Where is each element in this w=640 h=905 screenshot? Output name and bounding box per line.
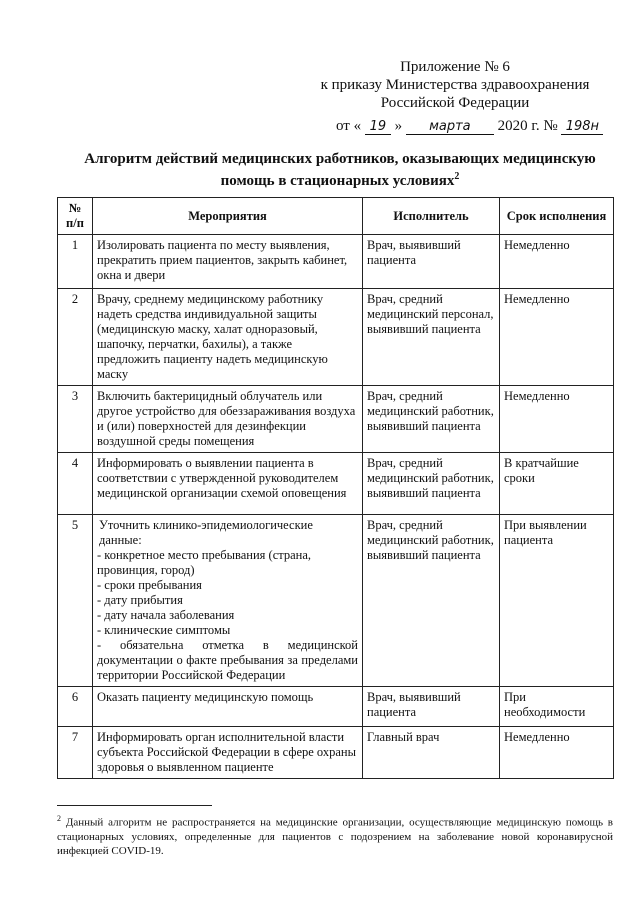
row-action: [93, 515, 363, 687]
row-action: Информировать о выявлении пациента в соответствии с утвержденной руководителем медицинской организации схемой оповещения: [93, 453, 363, 515]
column-header-term: Срок исполнения: [500, 198, 614, 235]
row-term: Немедленно: [500, 235, 614, 289]
order-reference-line1: к приказу Министерства здравоохранения: [320, 77, 590, 93]
row-number: 1: [58, 235, 93, 289]
appendix-header: [300, 58, 610, 112]
table-row: [58, 235, 614, 289]
action-item: - дату прибытия: [97, 593, 183, 607]
row-term: В кратчайшие сроки: [500, 453, 614, 515]
row-executor: Врач, средний медицинский работник, выявивший пациента: [363, 453, 500, 515]
row-executor: Главный врач: [363, 727, 500, 779]
row-number: 3: [58, 386, 93, 453]
algorithm-table: [57, 197, 614, 779]
row-executor: Врач, средний медицинский работник, выявивший пациента: [363, 515, 500, 687]
footnote: [57, 812, 613, 858]
row-action: Информировать орган исполнительной власти субъекта Российской Федерации в сфере охраны здоровья о выявленном пациенте: [93, 727, 363, 779]
footnote-divider: [57, 805, 212, 806]
row-executor: Врач, выявивший пациента: [363, 235, 500, 289]
row-term: При выявлении пациента: [500, 515, 614, 687]
row-executor: Врач, выявивший пациента: [363, 687, 500, 727]
row-term: Немедленно: [500, 727, 614, 779]
order-quote-close: »: [394, 118, 403, 134]
action-intro: Уточнить клинико-эпидемиологические данные:: [99, 518, 313, 547]
document-title-text: Алгоритм действий медицинских работников, оказывающих медицинскую помощь в стационарных условиях: [84, 151, 596, 189]
action-item: - обязательна отметка в медицинской документации о факте пребывания за пределами территории Российской Федерации: [97, 638, 358, 682]
table-row: [58, 727, 614, 779]
order-number: 198н: [561, 119, 603, 135]
row-action: Врачу, среднему медицинскому работнику надеть средства индивидуальной защиты (медицинскую маску, халат одноразовый, шапочку, перчатки, бахилы), а также предложить пациенту надеть медицинскую маску: [93, 289, 363, 386]
table-row: [58, 687, 614, 727]
action-item: - конкретное место пребывания (страна, провинция, город): [97, 548, 312, 577]
order-reference-line2: Российской Федерации: [380, 95, 530, 111]
row-term: При необходимости: [500, 687, 614, 727]
row-executor: Врач, средний медицинский персонал, выявивший пациента: [363, 289, 500, 386]
order-from-label: от «: [336, 118, 362, 134]
footnote-mark: 2: [57, 814, 61, 823]
row-action: Оказать пациенту медицинскую помощь: [93, 687, 363, 727]
action-item: - клинические симптомы: [97, 623, 231, 637]
row-term: Немедленно: [500, 289, 614, 386]
row-number: 4: [58, 453, 93, 515]
row-action: Включить бактерицидный облучатель или другое устройство для обеззараживания воздуха и (или) поверхностей для дезинфекции воздушной среды помещения: [93, 386, 363, 453]
column-header-executor: Исполнитель: [363, 198, 500, 235]
row-number: 5: [58, 515, 93, 687]
document-title: [60, 150, 620, 190]
row-number: 2: [58, 289, 93, 386]
table-row: [58, 453, 614, 515]
table-row: [58, 515, 614, 687]
column-header-number: № п/п: [58, 198, 93, 235]
appendix-number: Приложение № 6: [400, 59, 510, 75]
action-item: - сроки пребывания: [97, 578, 202, 592]
title-footnote-mark: 2: [454, 171, 460, 182]
order-year-label: 2020 г. №: [497, 118, 558, 134]
action-item: - дату начала заболевания: [97, 608, 235, 622]
row-action: Изолировать пациента по месту выявления, прекратить прием пациентов, закрыть кабинет, окна и двери: [93, 235, 363, 289]
row-number: 6: [58, 687, 93, 727]
order-date-number: [336, 118, 603, 135]
row-executor: Врач, средний медицинский работник, выявивший пациента: [363, 386, 500, 453]
column-header-actions: Мероприятия: [93, 198, 363, 235]
row-term: Немедленно: [500, 386, 614, 453]
table-row: [58, 289, 614, 386]
footnote-text: Данный алгоритм не распространяется на медицинские организации, осуществляющие медицинскую помощь в стационарных условиях, определенные для пациентов с подозрением на заболевание новой коронавирусной инфекцией COVID-19.: [57, 816, 614, 857]
order-month: марта: [406, 119, 494, 135]
row-number: 7: [58, 727, 93, 779]
table-header-row: [58, 198, 614, 235]
order-day: 19: [365, 119, 391, 135]
table-row: [58, 386, 614, 453]
